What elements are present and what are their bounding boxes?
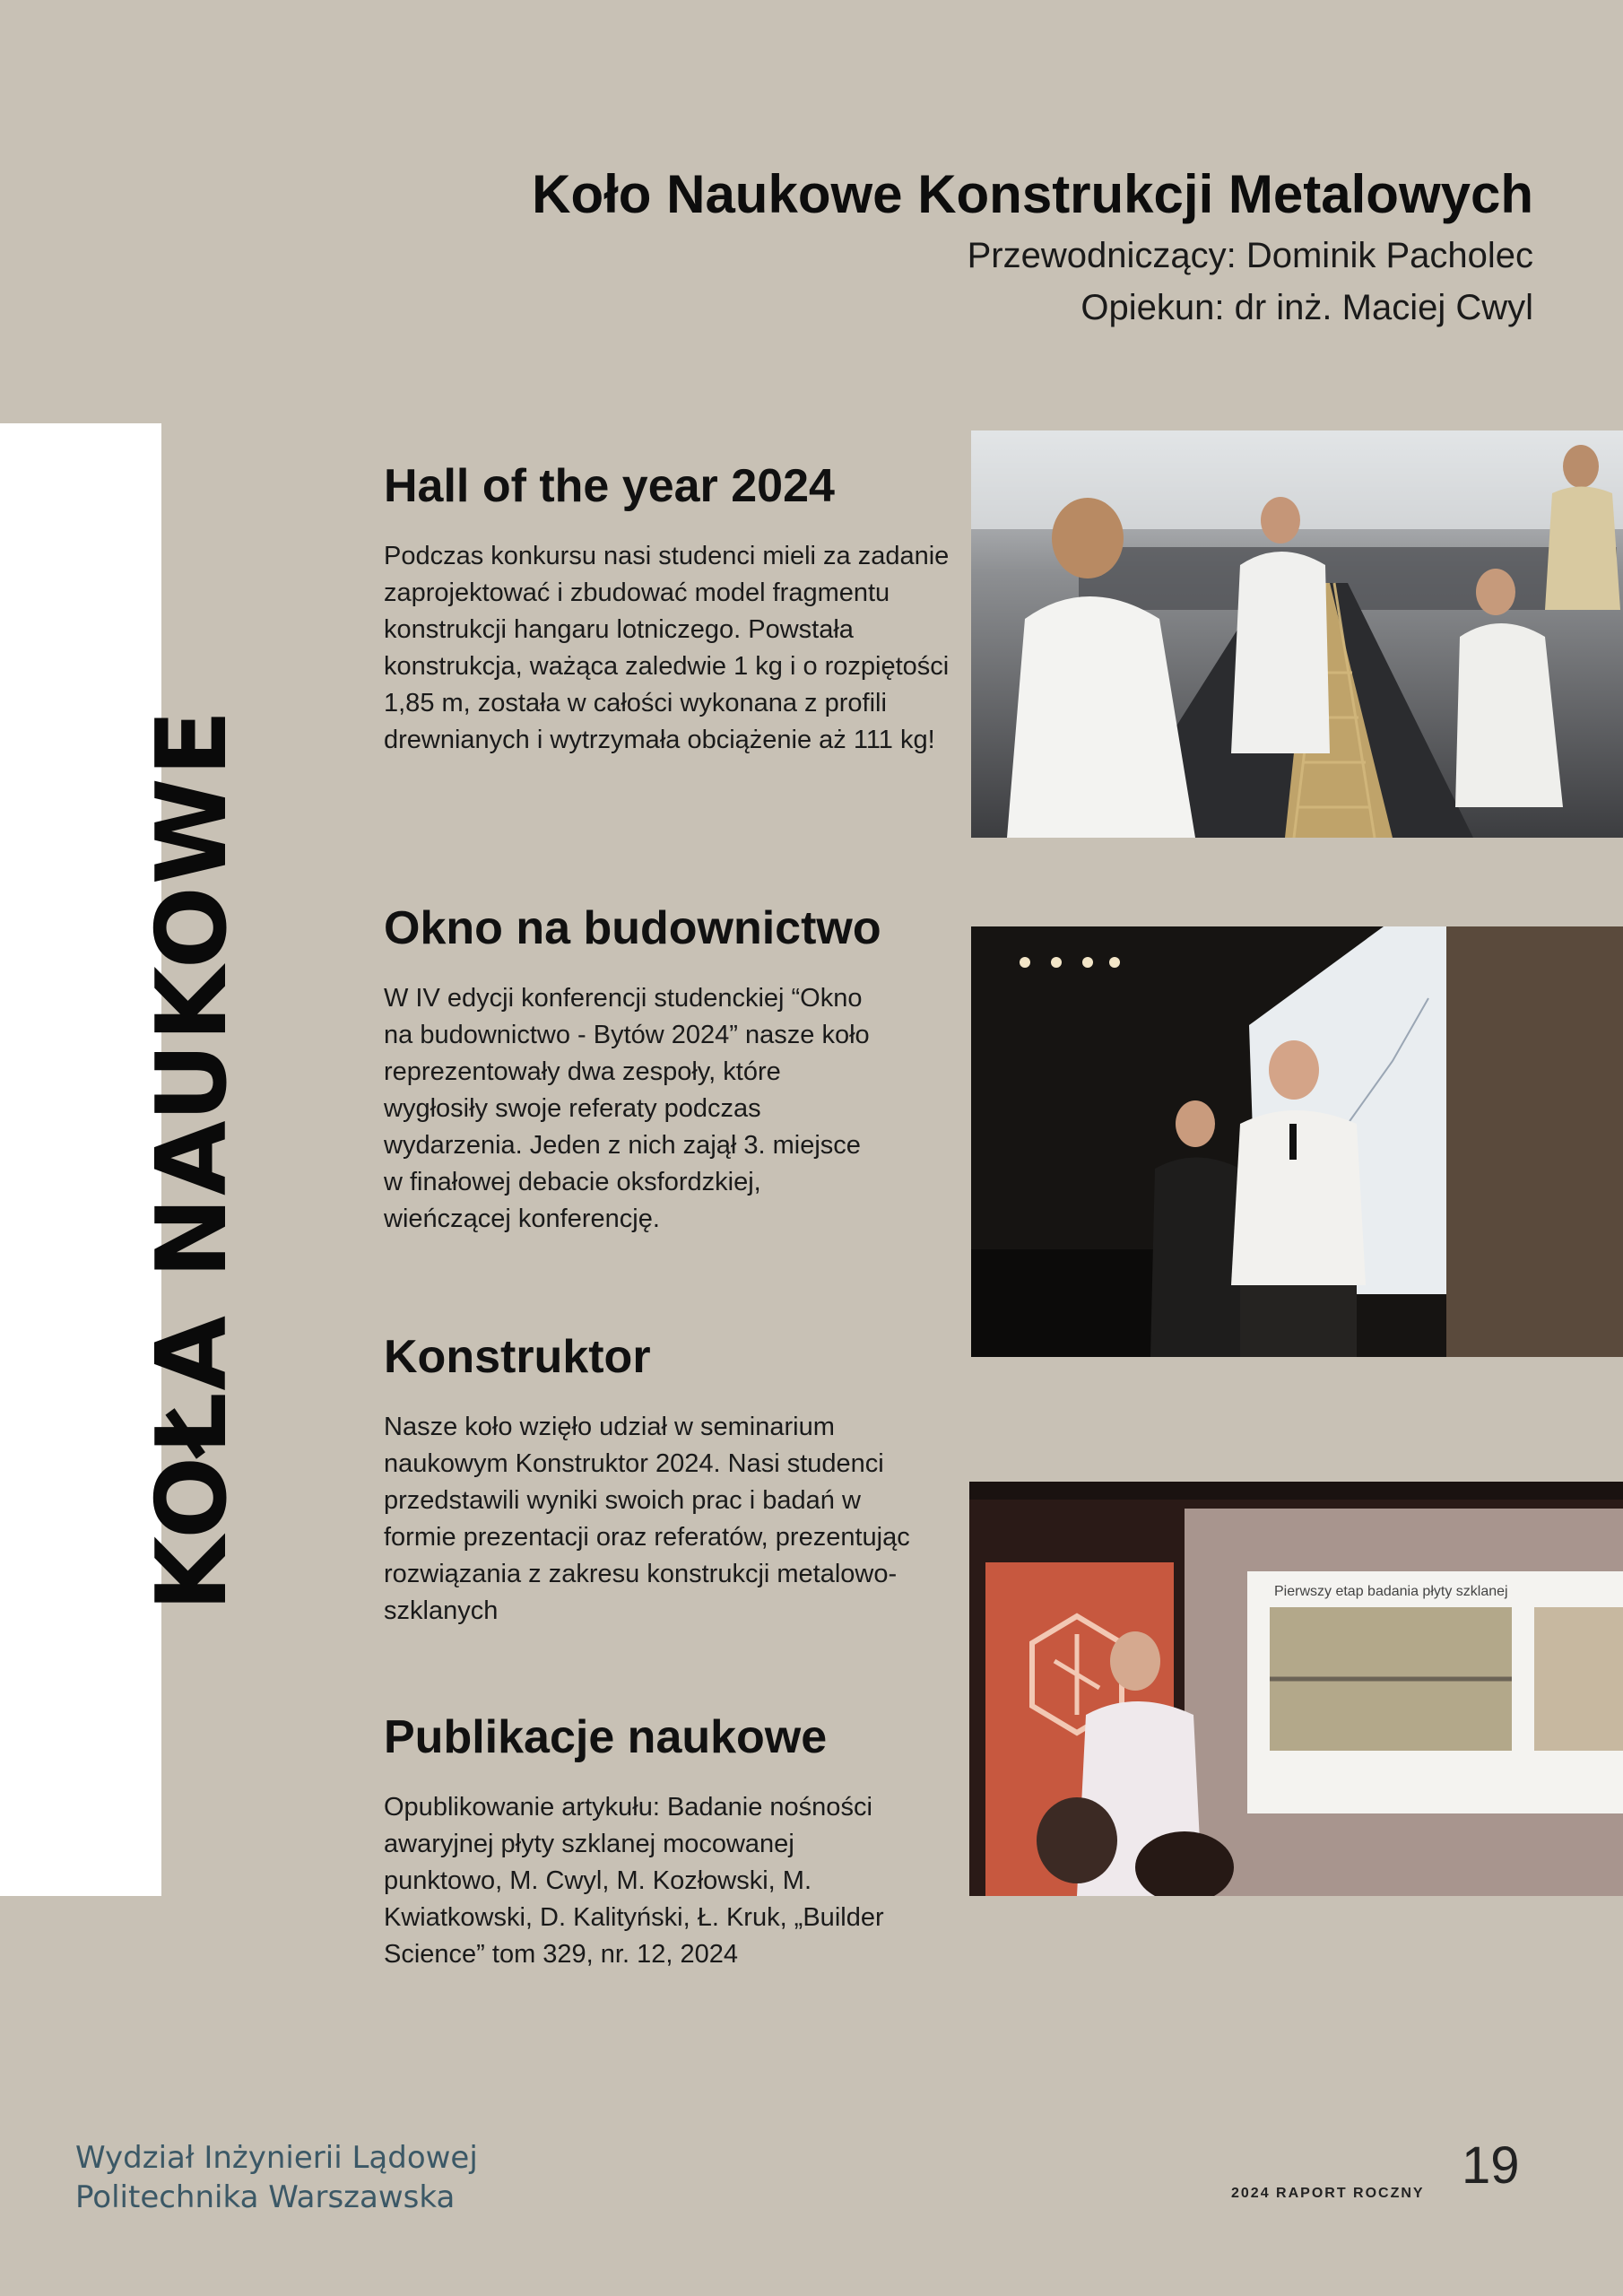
footer-faculty: Wydział Inżynierii Lądowej	[75, 2140, 478, 2176]
club-title: Koło Naukowe Konstrukcji Metalowych	[532, 164, 1533, 224]
side-title: KOŁA NAUKOWE	[136, 708, 248, 1612]
section-konstruktor	[384, 1328, 913, 1630]
section-text: Opublikowanie artykułu: Badanie nośności awaryjnej płyty szklanej mocowanej punktowo, M. Cwyl, M. Kozłowski, M. Kwiatkowski, D. Kalityński, Ł. Kruk, „Builder Science” tom 329, nr. 12, 2024	[384, 1793, 884, 1969]
section-title: Publikacje naukowe	[384, 1711, 828, 1763]
section-text: Podczas konkursu nasi studenci mieli za zadanie zaprojektować i zbudować model fragmentu konstrukcji hangaru lotniczego. Powstała konstrukcja, ważąca zaledwie 1 kg i o rozpiętości 1,85 m, została w całości wykonana z profili drewnianych i wytrzymała obciążenie aż 111 kg!	[384, 542, 950, 754]
section-hall-of-the-year	[384, 457, 958, 759]
section-okno-na-budownictwo	[384, 900, 886, 1238]
club-chair: Przewodniczący: Dominik Pacholec	[967, 236, 1533, 275]
section-text: W IV edycji konferencji studenckiej “Okno na budownictwo - Bytów 2024” nasze koło reprezentowały dwa zespoły, które wygłosiły swoje referaty podczas wydarzenia. Jeden z nich zajął 3. miejsce w finałowej debacie oksfordzkiej, wieńczącej konferencję.	[384, 984, 870, 1233]
section-title: Konstruktor	[384, 1331, 651, 1383]
footer-report-label: 2024 RAPORT ROCZNY	[1231, 2186, 1425, 2201]
section-text: Nasze koło wzięło udział w seminarium naukowym Konstruktor 2024. Nasi studenci przedstawili wyniki swoich prac i badań w formie prezentacji oraz referatów, prezentując rozwiązania z zakresu konstrukcji metalowo-szklanych	[384, 1413, 910, 1625]
header	[532, 160, 1533, 334]
footer-organization	[75, 2138, 478, 2217]
club-supervisor: Opiekun: dr inż. Maciej Cwyl	[1081, 288, 1533, 327]
slide-title: Pierwszy etap badania płyty szklanej	[1274, 1584, 1508, 1599]
section-publikacje-naukowe	[384, 1709, 913, 1973]
photo-seminar-speaker	[969, 1482, 1623, 1896]
photo-conference-presentation	[971, 926, 1623, 1357]
page-number: 19	[1462, 2136, 1520, 2195]
footer-university: Politechnika Warszawska	[75, 2179, 456, 2215]
photo-hall-competition	[971, 430, 1623, 838]
section-title: Hall of the year 2024	[384, 460, 835, 512]
section-title: Okno na budownictwo	[384, 902, 881, 954]
